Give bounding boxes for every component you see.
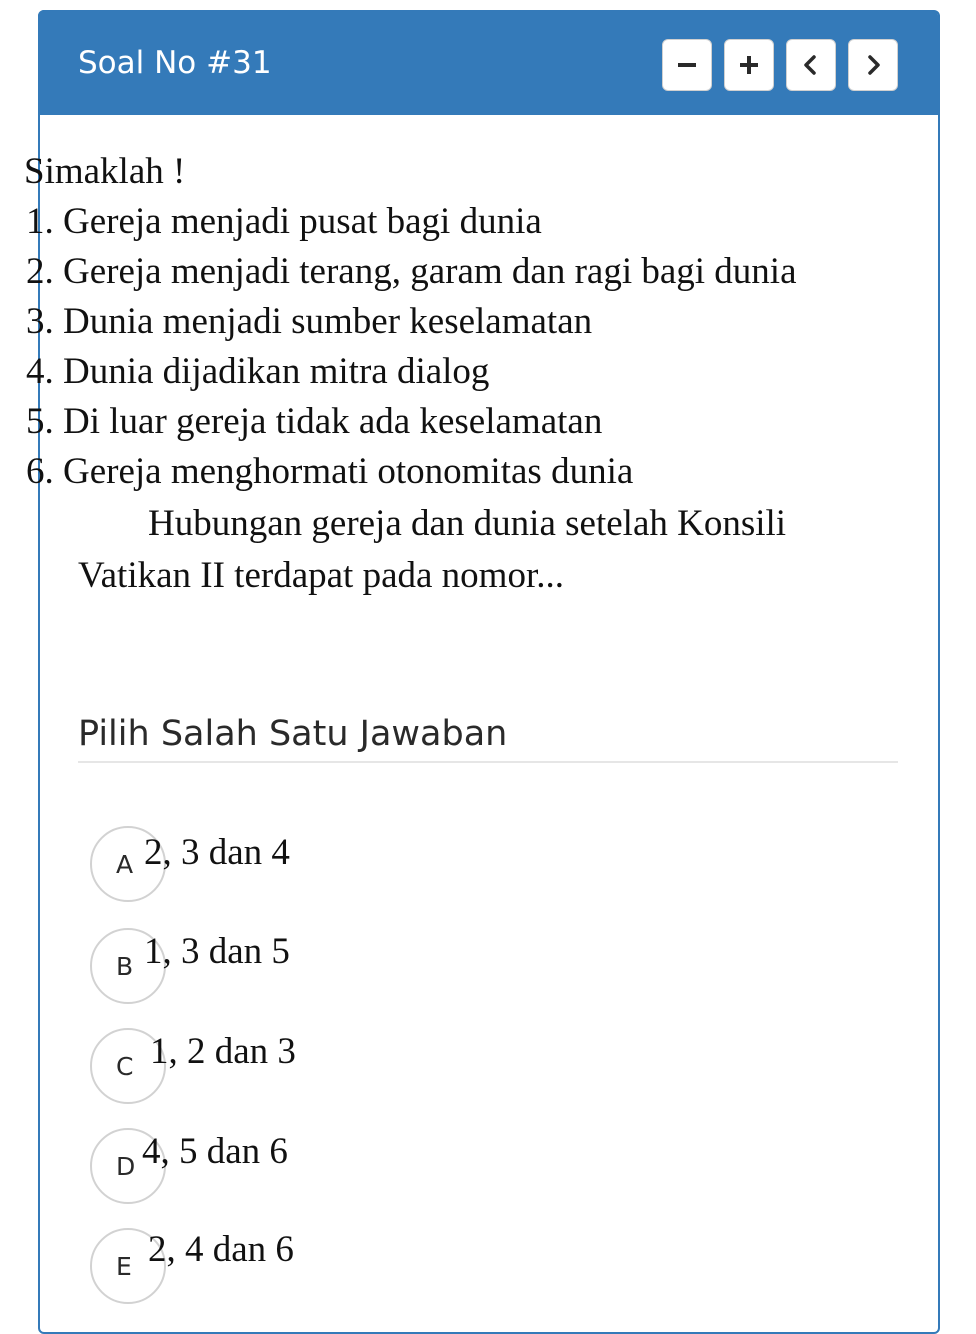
option-letter-c: C <box>116 1052 134 1081</box>
option-text-d: 4, 5 dan 6 <box>142 1131 288 1172</box>
question-item-4: 4. Dunia dijadikan mitra dialog <box>26 351 490 392</box>
option-letter-b: B <box>116 952 134 981</box>
answer-section-title: Pilih Salah Satu Jawaban <box>78 714 508 754</box>
question-item-2: 2. Gereja menjadi terang, garam dan ragi bagi dunia <box>26 251 797 292</box>
question-item-5: 5. Di luar gereja tidak ada keselamatan <box>26 401 603 442</box>
previous-question-button[interactable] <box>786 39 836 91</box>
question-item-1: 1. Gereja menjadi pusat bagi dunia <box>26 201 542 242</box>
option-letter-d: D <box>116 1152 136 1181</box>
option-text-e: 2, 4 dan 6 <box>148 1229 294 1270</box>
option-letter-a: A <box>116 850 134 879</box>
answer-option-b[interactable] <box>90 928 590 1004</box>
question-item-3: 3. Dunia menjadi sumber keselamatan <box>26 301 593 342</box>
question-prompt-line-2: Vatikan II terdapat pada nomor... <box>78 555 564 596</box>
chevron-left-icon <box>800 54 822 76</box>
minus-icon <box>676 54 698 76</box>
question-number-title: Soal No #31 <box>78 45 272 81</box>
option-text-b: 1, 3 dan 5 <box>144 931 290 972</box>
question-intro: Simaklah ! <box>24 151 186 192</box>
question-prompt-line-1: Hubungan gereja dan dunia setelah Konsili <box>148 503 787 544</box>
answer-option-d[interactable] <box>90 1128 590 1204</box>
question-item-6: 6. Gereja menghormati otonomitas dunia <box>26 451 634 492</box>
section-divider <box>78 761 898 763</box>
option-text-a: 2, 3 dan 4 <box>144 832 290 873</box>
answer-option-e[interactable] <box>90 1228 590 1304</box>
option-text-c: 1, 2 dan 3 <box>150 1031 296 1072</box>
answer-option-a[interactable] <box>90 826 590 902</box>
plus-icon <box>738 54 760 76</box>
next-question-button[interactable] <box>848 39 898 91</box>
decrease-font-button[interactable] <box>662 39 712 91</box>
option-letter-e: E <box>116 1252 132 1281</box>
answer-option-c[interactable] <box>90 1028 590 1104</box>
chevron-right-icon <box>862 54 884 76</box>
increase-font-button[interactable] <box>724 39 774 91</box>
